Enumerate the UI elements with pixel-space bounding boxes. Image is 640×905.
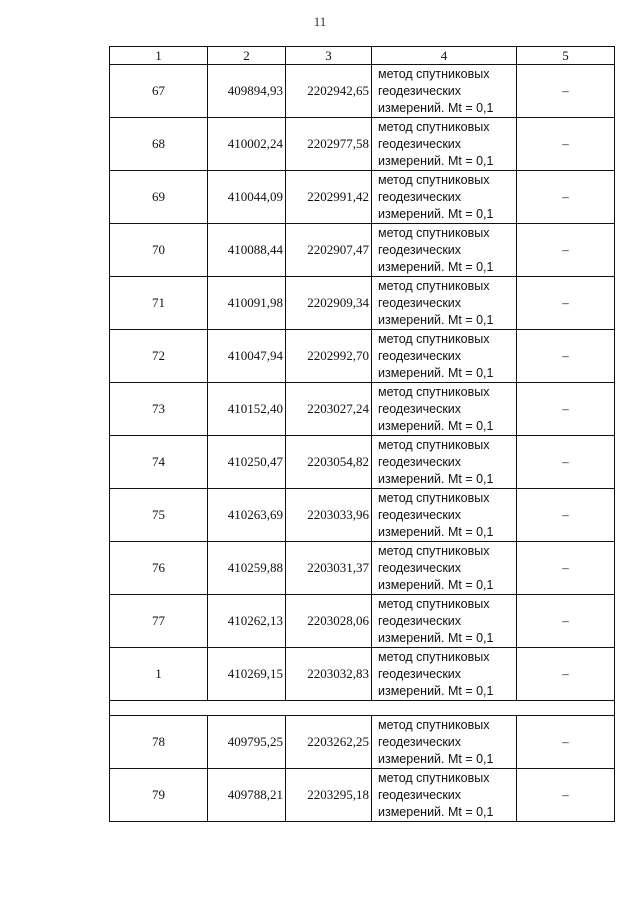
table-row [110, 436, 615, 489]
method-cell: метод спутниковых геодезических измерений. Mt = 0,1 [372, 383, 517, 436]
x-coordinate-cell: 410259,88 [208, 542, 286, 595]
header-cell: 5 [517, 47, 615, 65]
point-number-cell: 79 [110, 769, 208, 822]
x-coordinate-cell: 409894,93 [208, 65, 286, 118]
method-cell: метод спутниковых геодезических измерений. Mt = 0,1 [372, 118, 517, 171]
method-cell: метод спутниковых геодезических измерений. Mt = 0,1 [372, 595, 517, 648]
note-cell: – [517, 65, 615, 118]
note-cell: – [517, 224, 615, 277]
note-cell: – [517, 436, 615, 489]
point-number-cell: 71 [110, 277, 208, 330]
method-cell: метод спутниковых геодезических измерений. Mt = 0,1 [372, 489, 517, 542]
point-number-cell: 76 [110, 542, 208, 595]
x-coordinate-cell: 410262,13 [208, 595, 286, 648]
method-cell: метод спутниковых геодезических измерений. Mt = 0,1 [372, 716, 517, 769]
method-cell: метод спутниковых геодезических измерений. Mt = 0,1 [372, 436, 517, 489]
x-coordinate-cell: 410152,40 [208, 383, 286, 436]
table-row [110, 224, 615, 277]
header-cell: 2 [208, 47, 286, 65]
x-coordinate-cell: 410250,47 [208, 436, 286, 489]
y-coordinate-cell: 2203027,24 [286, 383, 372, 436]
note-cell: – [517, 769, 615, 822]
page-number: 11 [313, 14, 327, 29]
coordinates-table [109, 46, 615, 822]
y-coordinate-cell: 2202907,47 [286, 224, 372, 277]
table-row [110, 277, 615, 330]
point-number-cell: 77 [110, 595, 208, 648]
y-coordinate-cell: 2203262,25 [286, 716, 372, 769]
note-cell: – [517, 383, 615, 436]
header-cell: 1 [110, 47, 208, 65]
note-cell: – [517, 330, 615, 383]
table-row [110, 769, 615, 822]
table-row [110, 542, 615, 595]
x-coordinate-cell: 410263,69 [208, 489, 286, 542]
point-number-cell: 1 [110, 648, 208, 701]
method-cell: метод спутниковых геодезических измерений. Mt = 0,1 [372, 648, 517, 701]
note-cell: – [517, 716, 615, 769]
method-cell: метод спутниковых геодезических измерений. Mt = 0,1 [372, 65, 517, 118]
note-cell: – [517, 171, 615, 224]
table-gap-row [110, 701, 615, 716]
table-row [110, 648, 615, 701]
y-coordinate-cell: 2203054,82 [286, 436, 372, 489]
note-cell: – [517, 118, 615, 171]
y-coordinate-cell: 2202977,58 [286, 118, 372, 171]
method-cell: метод спутниковых геодезических измерений. Mt = 0,1 [372, 542, 517, 595]
y-coordinate-cell: 2203032,83 [286, 648, 372, 701]
x-coordinate-cell: 410088,44 [208, 224, 286, 277]
scan-mark: · [79, 879, 81, 885]
x-coordinate-cell: 410047,94 [208, 330, 286, 383]
y-coordinate-cell: 2202992,70 [286, 330, 372, 383]
table-row [110, 595, 615, 648]
method-cell: метод спутниковых геодезических измерений. Mt = 0,1 [372, 277, 517, 330]
note-cell: – [517, 648, 615, 701]
method-cell: метод спутниковых геодезических измерений. Mt = 0,1 [372, 171, 517, 224]
y-coordinate-cell: 2203031,37 [286, 542, 372, 595]
y-coordinate-cell: 2203033,96 [286, 489, 372, 542]
table-row [110, 118, 615, 171]
x-coordinate-cell: 409788,21 [208, 769, 286, 822]
note-cell: – [517, 595, 615, 648]
header-cell: 4 [372, 47, 517, 65]
note-cell: – [517, 277, 615, 330]
point-number-cell: 72 [110, 330, 208, 383]
point-number-cell: 68 [110, 118, 208, 171]
point-number-cell: 70 [110, 224, 208, 277]
x-coordinate-cell: 410269,15 [208, 648, 286, 701]
note-cell: – [517, 542, 615, 595]
table-row [110, 330, 615, 383]
method-cell: метод спутниковых геодезических измерений. Mt = 0,1 [372, 330, 517, 383]
point-number-cell: 73 [110, 383, 208, 436]
method-cell: метод спутниковых геодезических измерений. Mt = 0,1 [372, 224, 517, 277]
table-row [110, 716, 615, 769]
point-number-cell: 75 [110, 489, 208, 542]
table-header-row [110, 47, 615, 65]
method-cell: метод спутниковых геодезических измерений. Mt = 0,1 [372, 769, 517, 822]
x-coordinate-cell: 410002,24 [208, 118, 286, 171]
header-cell: 3 [286, 47, 372, 65]
table-row [110, 489, 615, 542]
y-coordinate-cell: 2203295,18 [286, 769, 372, 822]
point-number-cell: 74 [110, 436, 208, 489]
gap-cell [110, 701, 615, 716]
table-row [110, 383, 615, 436]
table-row [110, 65, 615, 118]
point-number-cell: 69 [110, 171, 208, 224]
x-coordinate-cell: 409795,25 [208, 716, 286, 769]
table-row [110, 171, 615, 224]
y-coordinate-cell: 2202942,65 [286, 65, 372, 118]
y-coordinate-cell: 2202991,42 [286, 171, 372, 224]
point-number-cell: 67 [110, 65, 208, 118]
y-coordinate-cell: 2202909,34 [286, 277, 372, 330]
note-cell: – [517, 489, 615, 542]
point-number-cell: 78 [110, 716, 208, 769]
y-coordinate-cell: 2203028,06 [286, 595, 372, 648]
x-coordinate-cell: 410091,98 [208, 277, 286, 330]
x-coordinate-cell: 410044,09 [208, 171, 286, 224]
